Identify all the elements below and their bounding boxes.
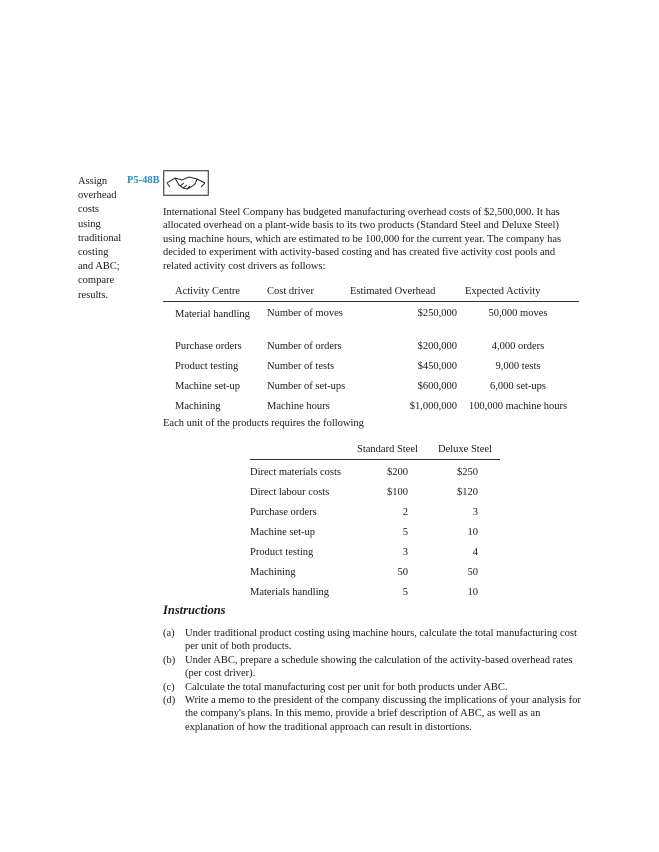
table-cell: 4,000 orders [491,341,545,352]
instruction-text: Under ABC, prepare a schedule showing the calculation of the activity-based overhead rates (per cost driver). [185,654,573,680]
instruction-text: Under traditional product costing using machine hours, calculate the total manufacturing cost per unit of both products. [185,628,577,653]
product-table [250,442,500,600]
activity-table [163,284,579,415]
table-cell: 4 [472,547,478,558]
instruction-item [163,627,583,654]
table-cell: 10 [467,527,478,538]
instructions-title: Instructions [163,603,226,617]
column-header: Cost driver [267,286,314,297]
table-cell: Number of tests [267,361,335,372]
table-cell: $450,000 [417,361,457,372]
table-cell: Number of orders [267,341,342,352]
table-cell: $120 [457,487,478,498]
table-cell: Number of set-ups [267,381,346,392]
margin-note-line: using [78,218,101,230]
table-row [250,480,500,500]
margin-note-line: and ABC; [78,261,120,273]
problem-id: P5-48B [127,175,160,186]
instructions-list [163,627,583,734]
table-cell: Machining [175,401,221,412]
table-row [250,540,500,560]
instruction-item [163,694,583,734]
table-cell: Direct materials costs [250,467,341,478]
table-cell: 9,000 tests [495,361,541,372]
column-header: Estimated Overhead [350,286,436,297]
table-cell: 50,000 moves [488,308,548,319]
table-cell: Machine hours [267,401,330,412]
table-row [250,460,500,480]
table-header [163,284,579,302]
table-cell: $600,000 [417,381,457,392]
instruction-item [163,681,583,694]
table-cell: Product testing [250,547,314,558]
instruction-item [163,654,583,681]
margin-note-line: compare [78,275,115,287]
table-cell: $100 [387,487,408,498]
table-header [250,442,500,460]
table-row [163,375,579,395]
table-cell: Purchase orders [250,507,317,518]
instruction-label: (b) [163,654,176,666]
table-cell: 3 [472,507,478,518]
table-cell: 50 [467,567,478,578]
table-cell: Machine set-up [175,381,241,392]
table-cell: Number of moves [267,308,343,319]
margin-note [78,175,128,303]
table-row [250,500,500,520]
table-cell: 5 [402,527,408,538]
table-cell: $250 [457,467,478,478]
instruction-label: (a) [163,628,175,639]
column-header: Activity Centre [175,286,241,297]
table-row [250,520,500,540]
instruction-text: Write a memo to the president of the company discussing the implications of your analysis for the company's plans. In this memo, provide a brief description of ABC, as well as an explanation of how the traditional approach can result in distortions. [185,695,581,733]
margin-note-line: overhead [78,190,117,202]
problem-intro: International Steel Company has budgeted manufacturing overhead costs of $2,500,000. It has allocated overhead on a plant-wide basis to its two products (Standard Steel and Deluxe Steel) using machine hours, which are estimated to be 100,000 for the current year. The company has decided to experiment with activity-based costing and has created five activity cost pools and related activity cost drivers as follows: [163,207,562,272]
instruction-label: (d) [163,695,176,707]
margin-note-line: costs [78,204,99,216]
table-cell: 3 [402,547,408,558]
table-cell: Material handling [175,309,250,320]
table-cell: 50 [397,567,408,578]
margin-note-line: traditional [78,232,122,244]
table-cell: Machine set-up [250,527,316,538]
table-cell: 10 [467,587,478,598]
instruction-label: (c) [163,681,175,693]
table-cell: Product testing [175,361,239,372]
table-cell: Machining [250,567,296,578]
table-row [250,580,500,600]
column-header: Expected Activity [465,286,541,297]
handshake-icon [163,170,209,196]
table-cell: Materials handling [250,587,330,598]
margin-note-line: results. [78,289,109,301]
margin-note-line: Assign [78,176,108,187]
table-cell: Direct labour costs [250,487,330,498]
table-cell: 2 [402,507,408,518]
column-header: Standard Steel [357,444,418,455]
table-cell: Purchase orders [175,341,242,352]
margin-note-line: costing [78,247,109,259]
table-row [163,355,579,375]
table-cell: 100,000 machine hours [468,401,568,412]
table-cell: $250,000 [417,308,457,319]
table-row [250,560,500,580]
instruction-text: Calculate the total manufacturing cost per unit for both products under ABC. [185,681,508,693]
table-cell: $200,000 [417,341,457,352]
table-row [163,335,579,355]
table-cell: $200 [387,467,408,478]
table-cell: $1,000,000 [409,401,457,412]
each-unit-text: Each unit of the products requires the following [163,418,364,429]
table-cell: 5 [402,587,408,598]
table-row [163,302,579,335]
table-row [163,395,579,415]
table-cell: 6,000 set-ups [490,381,546,392]
column-header: Deluxe Steel [438,444,492,455]
